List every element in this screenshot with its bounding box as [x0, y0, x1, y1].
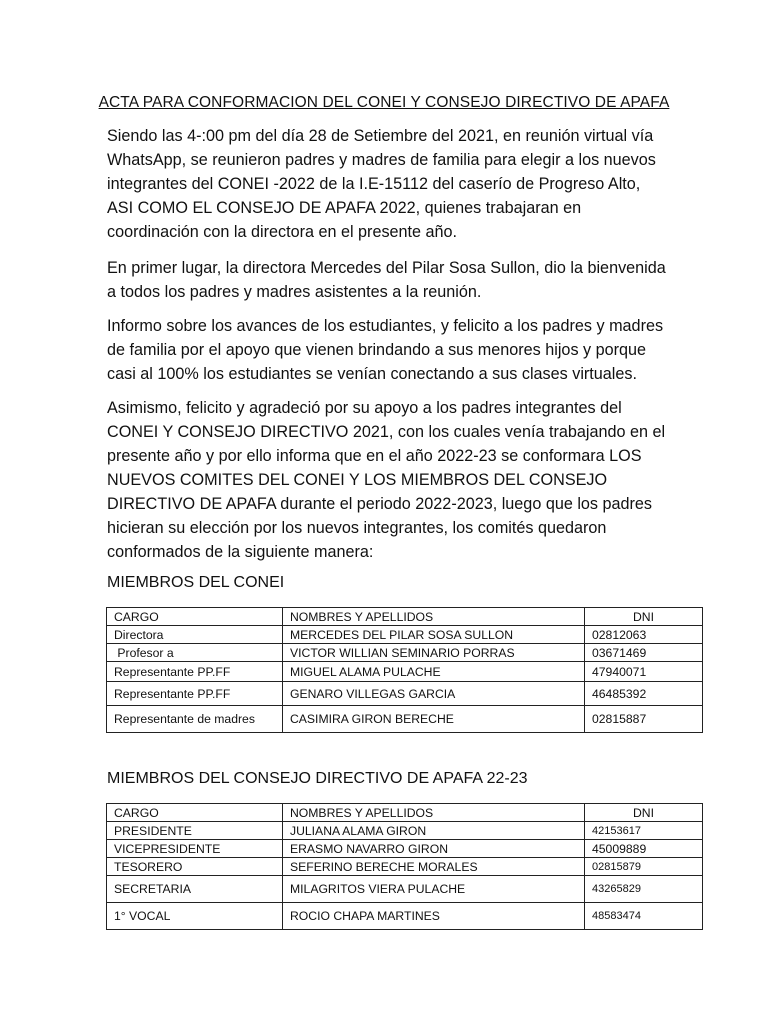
cell-nombre: VICTOR WILLIAN SEMINARIO PORRAS	[283, 644, 585, 662]
table-row	[107, 626, 703, 644]
header-dni: DNI	[585, 608, 703, 626]
header-cargo: CARGO	[107, 804, 283, 822]
header-nombres: NOMBRES Y APELLIDOS	[283, 804, 585, 822]
table-header-row	[107, 804, 703, 822]
table-row	[107, 876, 703, 903]
cell-cargo: Directora	[107, 626, 283, 644]
table-row	[107, 840, 703, 858]
cell-nombre: MILAGRITOS VIERA PULACHE	[283, 876, 585, 903]
header-nombres: NOMBRES Y APELLIDOS	[283, 608, 585, 626]
cell-nombre: CASIMIRA GIRON BERECHE	[283, 706, 585, 733]
cell-cargo: Representante PP.FF	[107, 662, 283, 682]
cell-nombre: JULIANA ALAMA GIRON	[283, 822, 585, 840]
cell-dni: 02812063	[585, 626, 703, 644]
paragraph-conformation: Asimismo, felicito y agradeció por su apoyo a los padres integrantes del CONEI Y CONSEJO DIRECTIVO 2021, con los cuales venía trabajando en el presente año y por ello informa que en el año 2022-23 se conformara LOS NUEVOS COMITES DEL CONEI Y LOS MIEMBROS DEL CONSEJO DIRECTIVO DE APAFA durante el periodo 2022-2023, luego que los padres hicieran su elección por los nuevos integrantes, los comités quedaron conformados de la siguiente manera:	[107, 399, 666, 561]
cell-dni: 42153617	[585, 822, 703, 840]
conei-table	[106, 607, 703, 733]
cell-dni: 02815887	[585, 706, 703, 733]
table-row	[107, 822, 703, 840]
table-header-row	[107, 608, 703, 626]
paragraph-report: Informo sobre los avances de los estudiantes, y felicito a los padres y madres de familia por el apoyo que vienen brindando a sus menores hijos y porque casi al 100% los estudiantes se venían conectando a sus clases virtuales.	[107, 317, 664, 383]
document-title: ACTA PARA CONFORMACION DEL CONEI Y CONSEJO DIRECTIVO DE APAFA	[98, 94, 670, 111]
cell-dni: 48583474	[585, 903, 703, 930]
conei-heading: MIEMBROS DEL CONEI	[107, 574, 285, 591]
table-row	[107, 682, 703, 706]
cell-nombre: SEFERINO BERECHE MORALES	[283, 858, 585, 876]
cell-cargo: SECRETARIA	[107, 876, 283, 903]
paragraph-welcome: En primer lugar, la directora Mercedes del Pilar Sosa Sullon, dio la bienvenida a todos los padres y madres asistentes a la reunión.	[107, 259, 666, 301]
cell-nombre: MIGUEL ALAMA PULACHE	[283, 662, 585, 682]
cell-cargo: Representante PP.FF	[107, 682, 283, 706]
cell-dni: 47940071	[585, 662, 703, 682]
header-dni: DNI	[585, 804, 703, 822]
cell-cargo: TESORERO	[107, 858, 283, 876]
cell-dni: 02815879	[585, 858, 703, 876]
cell-dni: 45009889	[585, 840, 703, 858]
cell-nombre: GENARO VILLEGAS GARCIA	[283, 682, 585, 706]
cell-nombre: MERCEDES DEL PILAR SOSA SULLON	[283, 626, 585, 644]
table-row	[107, 858, 703, 876]
table-row	[107, 662, 703, 682]
cell-cargo: 1° VOCAL	[107, 903, 283, 930]
table-row	[107, 706, 703, 733]
table-row	[107, 644, 703, 662]
cell-nombre: ROCIO CHAPA MARTINES	[283, 903, 585, 930]
cell-nombre: ERASMO NAVARRO GIRON	[283, 840, 585, 858]
cell-cargo: VICEPRESIDENTE	[107, 840, 283, 858]
cell-dni: 46485392	[585, 682, 703, 706]
header-cargo: CARGO	[107, 608, 283, 626]
paragraph-intro: Siendo las 4-:00 pm del día 28 de Setiembre del 2021, en reunión virtual vía WhatsApp, se reunieron padres y madres de familia para elegir a los nuevos integrantes del CONEI -2022 de la I.E-15112 del caserío de Progreso Alto, ASI COMO EL CONSEJO DE APAFA 2022, quienes trabajaran en coordinación con la directora en el presente año.	[107, 127, 656, 241]
apafa-table	[106, 803, 703, 930]
apafa-heading: MIEMBROS DEL CONSEJO DIRECTIVO DE APAFA 22-23	[107, 770, 528, 787]
cell-dni: 43265829	[585, 876, 703, 903]
cell-cargo: PRESIDENTE	[107, 822, 283, 840]
cell-dni: 03671469	[585, 644, 703, 662]
table-row	[107, 903, 703, 930]
cell-cargo: Representante de madres	[107, 706, 283, 733]
cell-cargo: Profesor a	[107, 644, 283, 662]
